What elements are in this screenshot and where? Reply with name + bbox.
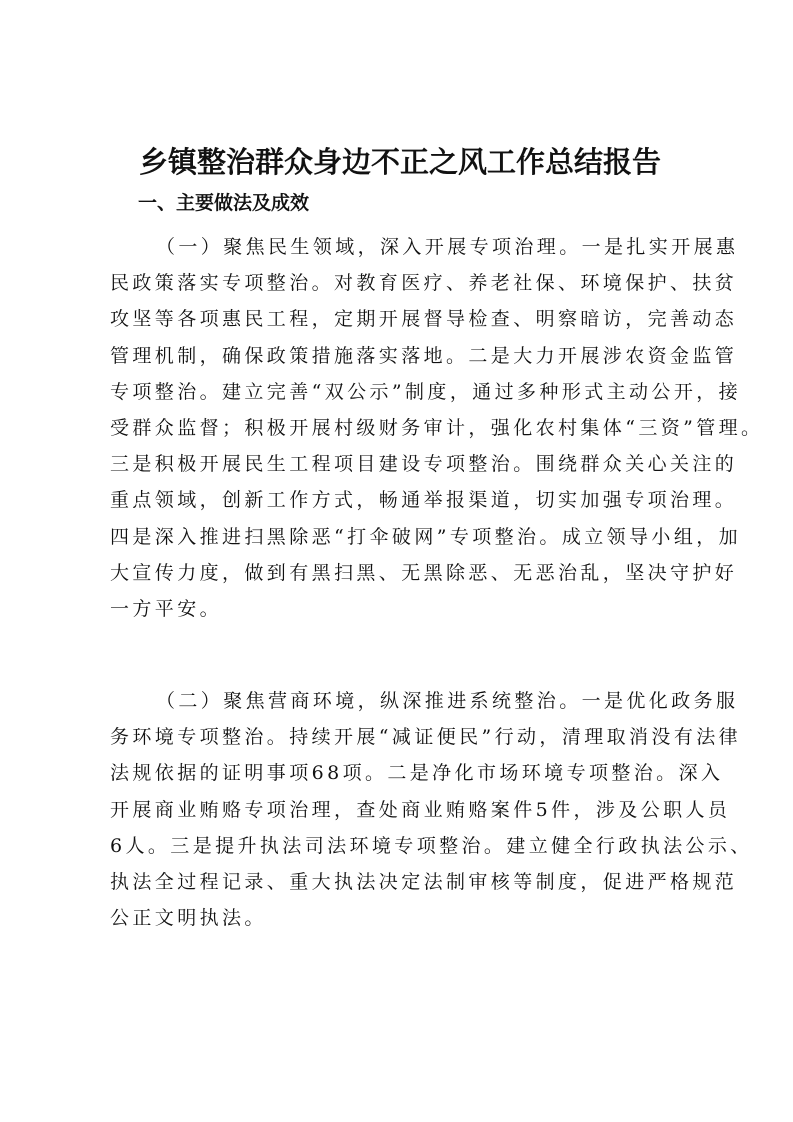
paragraph-2-line-1 [110,683,739,719]
paragraph-1-line: 受群众监督；积极开展村级财务审计，强化农村集体“三资”管理。 [110,416,764,439]
paragraph-2-line: 开展商业贿赂专项治理，查处商业贿赂案件5件，涉及公职人员 [110,798,731,821]
paragraph-1-line-1-text: 一是扎实开展惠 [581,236,739,258]
section-heading-1: 一、主要做法及成效 [138,192,310,214]
paragraph-1-line: 大宣传力度，做到有黑扫黑、无黑除恶、无恶治乱，坚决守护好 [110,561,738,584]
paragraph-1-line: 重点领域，创新工作方式，畅通举报渠道，切实加强专项治理。 [110,489,738,512]
paragraph-1-line: 攻坚等各项惠民工程，定期开展督导检查、明察暗访，完善动态 [110,308,738,331]
paragraph-2-line: 公正文明执法。 [110,907,267,930]
paragraph-1-line: 管理机制，确保政策措施落实落地。二是大力开展涉农资金监管 [110,344,738,367]
paragraph-2-line: 执法全过程记录、重大执法决定法制审核等制度，促进严格规范 [110,870,738,893]
paragraph-1-line: 一方平安。 [110,597,223,620]
paragraph-1-line-1 [110,229,739,265]
paragraph-1-line: 三是积极开展民生工程项目建设专项整治。围绕群众关心关注的 [110,453,738,476]
paragraph-2-line: 6人。三是提升执法司法环境专项整治。建立健全行政执法公示、 [110,834,753,857]
paragraph-2-line: 法规依据的证明事项68项。二是净化市场环境专项整治。深入 [110,762,724,785]
document-title: 乡镇整治群众身边不正之风工作总结报告 [138,145,661,179]
paragraph-2-lead: （二）聚焦营商环境，纵深推进系统整治。 [156,690,582,712]
paragraph-2-line: 务环境专项整治。持续开展“减证便民”行动，清理取消没有法律 [110,726,742,749]
paragraph-1 [110,229,764,627]
paragraph-2 [110,683,753,936]
paragraph-1-line: 四是深入推进扫黑除恶“打伞破网”专项整治。成立领导小组，加 [110,525,742,548]
paragraph-1-lead: （一）聚焦民生领域，深入开展专项治理。 [156,236,582,258]
paragraph-1-line: 专项整治。建立完善“双公示”制度，通过多种形式主动公开，接 [110,380,742,403]
paragraph-2-line-1-text: 一是优化政务服 [581,690,739,712]
paragraph-1-line: 民政策落实专项整治。对教育医疗、养老社保、环境保护、扶贫 [110,272,738,295]
